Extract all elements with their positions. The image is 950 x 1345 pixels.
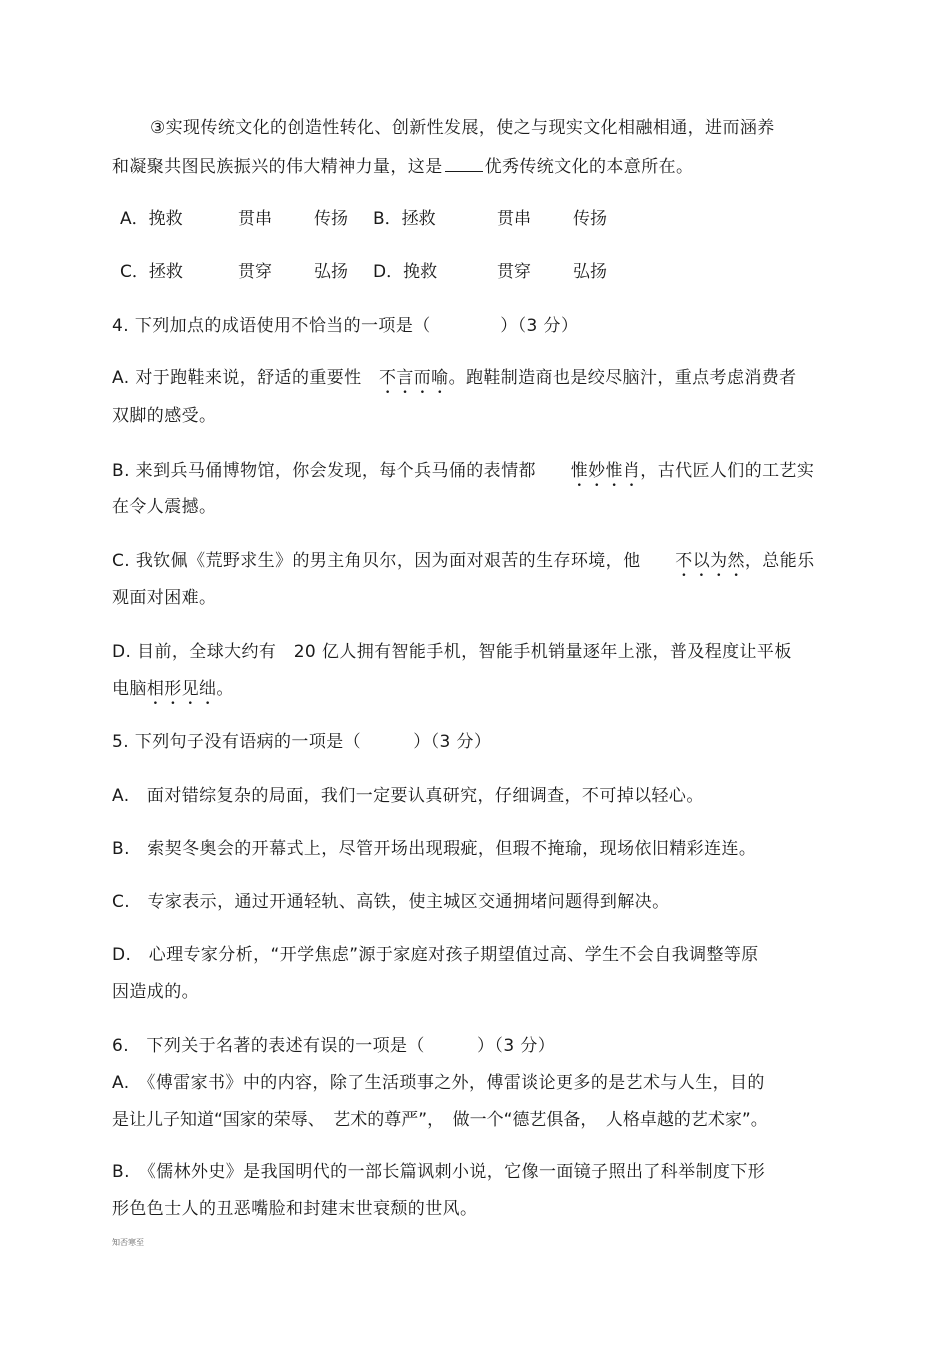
q5-option-d-line2: 因造成的。	[112, 982, 199, 1002]
q4-option-c	[112, 551, 815, 581]
q4-option-c-line2: 观面对困难。	[112, 588, 217, 608]
q3-option-c: C．拯救	[120, 262, 183, 282]
q6-option-b: B. 《儒林外史》是我国明代的一部长篇讽刺小说，它像一面镜子照出了科举制度下形	[112, 1162, 766, 1182]
q3-option-a-word2: 贯串	[238, 209, 272, 229]
q3-line1: ③实现传统文化的创造性转化、创新性发展，使之与现实文化相融相通，进而涵养	[150, 118, 775, 138]
q4-a-idiom: 不言而喻	[378, 368, 449, 388]
q3-line2-pre: 和凝聚共图民族振兴的伟大精神力量，这是	[112, 157, 443, 177]
q5-option-a: A. 面对错综复杂的局面，我们一定要认真研究，仔细调查，不可掉以轻心。	[112, 786, 704, 806]
q3-option-a-word3: 传扬	[314, 209, 348, 229]
q3-option-d: D．挽救	[373, 262, 438, 282]
q4-option-a	[112, 368, 797, 398]
q4-option-d-line2	[112, 679, 234, 709]
q4-a-text-post: 。跑鞋制造商也是绞尽脑汁，重点考虑消费者	[448, 368, 797, 388]
q4-option-b-line2: 在令人震撼。	[112, 497, 217, 517]
q6-option-a-line2: 是让儿子知道“国家的荣辱、 艺术的尊严”， 做一个“德艺俱备， 人格卓越的艺术家”。	[112, 1110, 768, 1130]
q4-d-text-post: 。	[216, 679, 234, 699]
q5-option-d: D. 心理专家分析，“开学焦虑”源于家庭对孩子期望值过高、学生不会自我调整等原	[112, 945, 759, 965]
q4-option-d: D. 目前，全球大约有 20 亿人拥有智能手机，智能手机销量逐年上涨，普及程度让平板	[112, 642, 792, 662]
q3-line2	[112, 157, 693, 177]
q3-option-b: B．拯救	[373, 209, 436, 229]
page-footer: 知否寒至	[112, 1238, 144, 1247]
q5-option-c: C. 专家表示，通过开通轻轨、高铁，使主城区交通拥堵问题得到解决。	[112, 892, 670, 912]
q4-c-text: C. 我钦佩《荒野求生》的男主角贝尔，因为面对艰苦的生存环境，他	[112, 551, 641, 571]
q4-option-a-line2: 双脚的感受。	[112, 406, 217, 426]
q4-d-text: 电脑	[112, 679, 147, 699]
q3-option-d-word2: 贯穿	[497, 262, 531, 282]
q4-d-idiom: 相形见绌	[146, 679, 217, 699]
q4-c-text-post: ，总能乐	[744, 551, 815, 571]
q5-option-b: B. 索契冬奥会的开幕式上，尽管开场出现瑕疵，但瑕不掩瑜，现场依旧精彩连连。	[112, 839, 757, 859]
q3-option-c-word3: 弘扬	[314, 262, 348, 282]
q4-option-b	[112, 461, 814, 491]
q5-stem: 5. 下列句子没有语病的一项是（ ）（3 分）	[112, 732, 492, 752]
q6-stem: 6. 下列关于名著的表述有误的一项是（ ）（3 分）	[112, 1036, 556, 1056]
answer-blank	[445, 157, 483, 172]
q3-line2-post: 优秀传统文化的本意所在。	[484, 157, 694, 177]
q3-option-c-word2: 贯穿	[238, 262, 272, 282]
q4-c-idiom: 不以为然	[675, 551, 745, 571]
q3-option-a: A．挽救	[120, 209, 183, 229]
q4-a-text: A. 对于跑鞋来说，舒适的重要性	[112, 368, 362, 388]
q4-b-idiom: 惟妙惟肖	[570, 461, 641, 481]
q3-option-d-word3: 弘扬	[573, 262, 607, 282]
q6-option-a: A. 《傅雷家书》中的内容，除了生活琐事之外，傅雷谈论更多的是艺术与人生，目的	[112, 1073, 765, 1093]
q4-stem: 4. 下列加点的成语使用不恰当的一项是（ ）（3 分）	[112, 316, 579, 336]
q6-option-b-line2: 形色色士人的丑恶嘴脸和封建末世衰颓的世风。	[112, 1199, 478, 1219]
q3-option-b-word2: 贯串	[497, 209, 531, 229]
q3-option-b-word3: 传扬	[573, 209, 607, 229]
q4-b-text-post: ，古代匠人们的工艺实	[640, 461, 815, 481]
q4-b-text: B. 来到兵马俑博物馆，你会发现，每个兵马俑的表情都	[112, 461, 536, 481]
